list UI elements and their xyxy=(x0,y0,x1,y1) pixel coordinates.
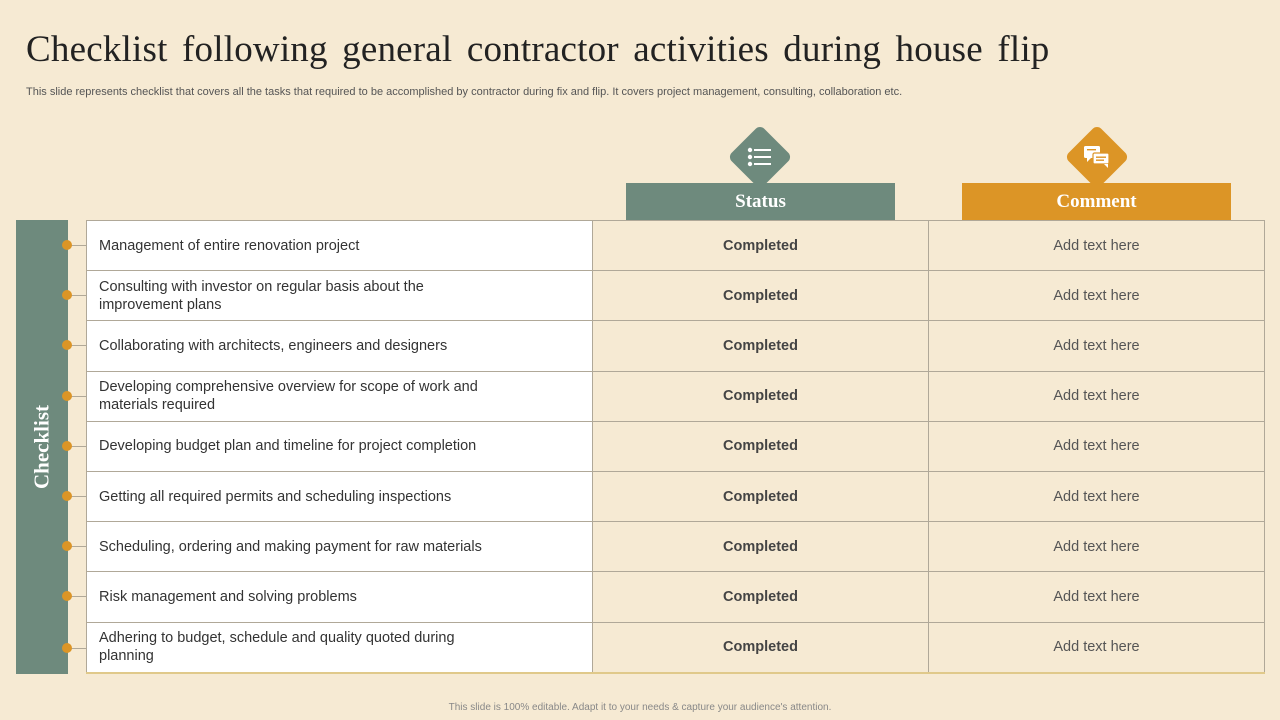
comment-cell[interactable]: Add text here xyxy=(929,572,1265,621)
status-cell: Completed xyxy=(593,221,929,270)
row-bullet xyxy=(62,240,72,250)
comment-cell[interactable]: Add text here xyxy=(929,522,1265,571)
task-cell: Scheduling, ordering and making payment for raw materials xyxy=(86,522,593,571)
task-cell: Adhering to budget, schedule and quality quoted during planning xyxy=(86,623,593,672)
comment-column-header: Comment xyxy=(962,183,1231,220)
footer-note: This slide is 100% editable. Adapt it to your needs & capture your audience's attention. xyxy=(448,702,832,713)
row-bullet xyxy=(62,290,72,300)
comment-cell[interactable]: Add text here xyxy=(929,623,1265,672)
page-title: Checklist following general contractor activities during house flip xyxy=(26,29,1050,70)
status-cell: Completed xyxy=(593,271,929,320)
comment-cell[interactable]: Add text here xyxy=(929,472,1265,521)
task-cell: Collaborating with architects, engineers and designers xyxy=(86,321,593,370)
row-bullet xyxy=(62,643,72,653)
table-row xyxy=(86,522,1265,572)
row-connector xyxy=(70,596,86,597)
task-cell: Management of entire renovation project xyxy=(86,221,593,270)
comment-cell[interactable]: Add text here xyxy=(929,321,1265,370)
status-column-header: Status xyxy=(626,183,895,220)
row-connector xyxy=(70,345,86,346)
comment-cell[interactable]: Add text here xyxy=(929,221,1265,270)
table-row xyxy=(86,271,1265,321)
page-subtitle: This slide represents checklist that covers all the tasks that required to be accomplished by contractor during fix and flip. It covers project management, consulting, collaboration etc. xyxy=(26,86,903,98)
row-connector xyxy=(70,396,86,397)
status-cell: Completed xyxy=(593,422,929,471)
row-connector xyxy=(70,295,86,296)
chat-icon xyxy=(1077,137,1117,177)
row-connector xyxy=(70,446,86,447)
table-row xyxy=(86,572,1265,622)
row-connector xyxy=(70,496,86,497)
status-cell: Completed xyxy=(593,321,929,370)
table-row xyxy=(86,623,1265,674)
status-cell: Completed xyxy=(593,472,929,521)
status-cell: Completed xyxy=(593,372,929,421)
status-cell: Completed xyxy=(593,572,929,621)
row-connector xyxy=(70,245,86,246)
task-cell: Developing comprehensive overview for scope of work and materials required xyxy=(86,372,593,421)
checklist-table xyxy=(86,220,1265,674)
status-cell: Completed xyxy=(593,522,929,571)
table-row xyxy=(86,221,1265,271)
list-icon xyxy=(740,137,780,177)
task-cell: Developing budget plan and timeline for project completion xyxy=(86,422,593,471)
row-bullet xyxy=(62,491,72,501)
table-row xyxy=(86,472,1265,522)
row-bullet xyxy=(62,340,72,350)
row-connector xyxy=(70,546,86,547)
status-cell: Completed xyxy=(593,623,929,672)
row-bullet xyxy=(62,591,72,601)
task-cell: Getting all required permits and scheduling inspections xyxy=(86,472,593,521)
checklist-label: Checklist xyxy=(29,405,54,489)
comment-cell[interactable]: Add text here xyxy=(929,372,1265,421)
row-bullet xyxy=(62,541,72,551)
row-bullet xyxy=(62,391,72,401)
task-cell: Consulting with investor on regular basis about the improvement plans xyxy=(86,271,593,320)
task-cell: Risk management and solving problems xyxy=(86,572,593,621)
row-bullet xyxy=(62,441,72,451)
comment-cell[interactable]: Add text here xyxy=(929,422,1265,471)
table-row xyxy=(86,422,1265,472)
table-row xyxy=(86,372,1265,422)
row-connector xyxy=(70,648,86,649)
table-row xyxy=(86,321,1265,371)
comment-cell[interactable]: Add text here xyxy=(929,271,1265,320)
